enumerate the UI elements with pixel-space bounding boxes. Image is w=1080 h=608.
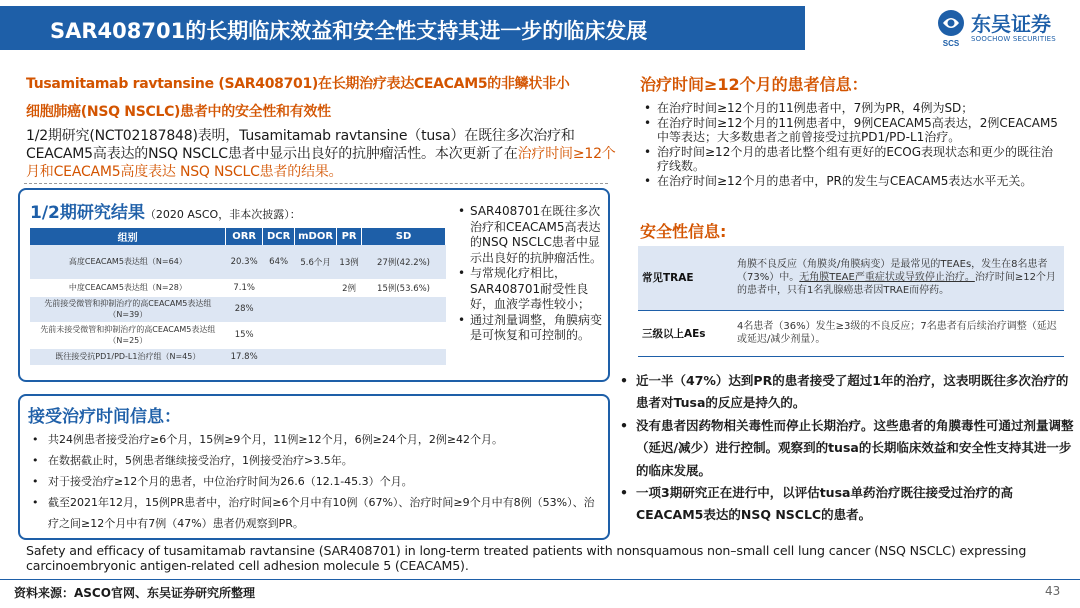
list-item: • 一项3期研究正在进行中，以评估tusa单药治疗既往接受过治疗的高CEACAM5表达的NSQ NSCLC的患者。 (614, 482, 1074, 527)
title-banner (0, 6, 805, 50)
table-cell-pr: 2例 (337, 279, 362, 296)
table-cell-mdor (295, 348, 337, 365)
table-header-pr: PR (337, 228, 362, 245)
table-cell-sd (362, 296, 446, 322)
brand-mark-text: SCS (942, 39, 960, 48)
footer-rule (0, 579, 1080, 580)
table-cell-dcr (263, 296, 295, 322)
table-cell-group: 先前接受微管和抑制治疗的高CEACAM5表达组（N=39） (30, 296, 226, 322)
safety-key: 常见TRAE (638, 246, 733, 310)
safety-value (733, 246, 1064, 310)
phase12-results-table (30, 228, 446, 366)
table-cell-sd (362, 348, 446, 365)
safety-title: 安全性信息: (640, 222, 727, 241)
table-cell-mdor (295, 296, 337, 322)
intro-text: 1/2期研究(NCT02187848)表明，Tusamitamab ravtansine（tusa）在既往多次治疗和CEACAM5高表达的NSQ NSCLC患者中显示出良好的抗肿瘤活性。本次更新了在 (26, 128, 575, 162)
page-number: 43 (1045, 584, 1061, 598)
table-header-mdor: mDOR (295, 228, 337, 245)
table-cell-pr: 13例 (337, 245, 362, 279)
table-header-orr: ORR (226, 228, 263, 245)
list-item: • 在治疗时间≥12个月的患者中，PR的发生与CEACAM5表达水平无关。 (644, 174, 1064, 189)
table-cell-orr: 7.1% (226, 279, 263, 296)
page-title: SAR408701的长期临床效益和安全性支持其进一步的临床发展 (50, 19, 648, 43)
table-cell-dcr: 64% (263, 245, 295, 279)
list-item: • 对于接受治疗≥12个月的患者，中位治疗时间为26.6（12.1-45.3）个月。 (32, 471, 600, 492)
table-cell-group: 既往接受抗PD1/PD-L1治疗组（N=45） (30, 348, 226, 365)
list-item: • 在治疗时间≥12个月的11例患者中，7例为PR，4例为SD； (644, 101, 1064, 116)
list-item: • 在数据截止时，5例患者继续接受治疗，1例接受治疗>3.5年。 (32, 450, 600, 471)
table-cell-group: 高度CEACAM5表达组（N=64） (30, 245, 226, 279)
table-header-group: 组别 (30, 228, 226, 245)
table-cell-mdor (295, 322, 337, 348)
intro-highlight: 治疗时间≥12个月和CEACAM5高度表达 NSQ NSCLC患者的结果。 (26, 146, 616, 180)
table-cell-orr: 15% (226, 322, 263, 348)
phase12-title (30, 198, 301, 223)
list-item: • 在治疗时间≥12个月的11例患者中，9例CEACAM5高表达，2例CEACAM5中等表达；大多数患者之前曾接受过抗PD1/PD-L1治疗。 (644, 116, 1064, 145)
phase12-bullets (458, 204, 608, 344)
safety-value-underlined: 无角膜TEAE严重症状或导致停止治疗。 (799, 272, 975, 284)
table-row (30, 279, 446, 296)
table-cell-pr (337, 296, 362, 322)
table-cell-group: 中度CEACAM5表达组（N=28） (30, 279, 226, 296)
table-row (638, 246, 1064, 310)
brand-logo (935, 6, 1075, 50)
treatment-duration-panel (18, 394, 610, 540)
table-cell-orr: 28% (226, 296, 263, 322)
table-cell-mdor (295, 279, 337, 296)
phase12-results-panel (18, 188, 610, 382)
table-row (30, 245, 446, 279)
table-cell-group: 先前未接受微管和抑制治疗的高CEACAM5表达组（N=25） (30, 322, 226, 348)
list-item: • SAR408701在既往多次治疗和CEACAM5高表达的NSQ NSCLC患者中显示出良好的抗肿瘤活性。 (458, 204, 608, 266)
safety-table (638, 246, 1064, 357)
list-item: • 治疗时间≥12个月的患者比整个组有更好的ECOG表现状态和更少的既往治疗线数。 (644, 145, 1064, 174)
conclusions-list (614, 370, 1074, 527)
list-item: • 与常规化疗相比，SAR408701耐受性良好，血液学毒性较小； (458, 266, 608, 313)
brand-name-english: SOOCHOW SECURITIES (971, 35, 1056, 43)
table-cell-orr: 20.3% (226, 245, 263, 279)
safety-value-text-2: 治疗时间≥12个月的患者中，只有1名乳腺癌患者因TRAE而停药。 (737, 272, 1056, 297)
left-headline-line-1: Tusamitamab ravtansine (SAR408701)在长期治疗表达CEACAM5的非鳞状非小 (26, 76, 570, 92)
list-item: • 共24例患者接受治疗≥6个月，15例≥9个月，11例≥12个月，6例≥24个月，2例≥42个月。 (32, 429, 600, 450)
table-cell-dcr (263, 348, 295, 365)
phase12-subheading: （2020 ASCO，非本次披露）： (144, 208, 301, 221)
duration-list (32, 429, 600, 534)
header-bar (0, 0, 1080, 52)
table-cell-sd (362, 322, 446, 348)
table-cell-pr (337, 348, 362, 365)
table-cell-pr (337, 322, 362, 348)
table-row (30, 296, 446, 322)
table-cell-sd: 15例(53.6%) (362, 279, 446, 296)
phase12-heading: 1/2期研究结果 (30, 203, 145, 223)
divider (24, 183, 608, 184)
brand-name: 东吴证券 (971, 12, 1051, 36)
table-cell-dcr (263, 279, 295, 296)
source-note: 资料来源：ASCO官网、东吴证券研究所整理 (14, 586, 255, 600)
table-header-dcr: DCR (263, 228, 295, 245)
table-row (30, 348, 446, 365)
table-cell-dcr (263, 322, 295, 348)
safety-value: 4名患者（36%）发生≥3级的不良反应；7名患者有后续治疗调整（延迟或延迟/减少剂量）。 (733, 310, 1064, 356)
table-header-row (30, 228, 446, 245)
list-item: • 通过剂量调整，角膜病变是可恢复和可控制的。 (458, 313, 608, 344)
table-header-sd: SD (362, 228, 446, 245)
list-item: • 没有患者因药物相关毒性而停止长期治疗。这些患者的角膜毒性可通过剂量调整（延迟/减少）进行控制。观察到的tusa的长期临床效益和安全性支持其进一步的临床发展。 (614, 415, 1074, 482)
table-cell-sd: 27例(42.2%) (362, 245, 446, 279)
duration-title: 接受治疗时间信息： (28, 407, 181, 427)
table-row (638, 310, 1064, 356)
left-headline (26, 70, 616, 126)
safety-key: 三级以上AEs (638, 310, 733, 356)
patients-info-title: 治疗时间≥12个月的患者信息： (640, 75, 868, 94)
list-item: • 近一半（47%）达到PR的患者接受了超过1年的治疗，这表明既往多次治疗的患者对Tusa的反应是持久的。 (614, 370, 1074, 415)
list-item: • 截至2021年12月，15例PR患者中，治疗时间≥6个月中有10例（67%）、治疗时间≥9个月中有8例（53%）、治疗之间≥12个月中有7例（47%）患者仍观察到PR。 (32, 492, 600, 534)
intro-paragraph (26, 127, 616, 181)
table-cell-mdor: 5.6个月 (295, 245, 337, 279)
table-row (30, 322, 446, 348)
left-headline-line-2: 细胞肺癌(NSQ NSCLC)患者中的安全性和有效性 (26, 104, 331, 120)
safety-value-text: 角膜不良反应（角膜炎/角膜病变）是最常见的TEAEs，发生在8名患者（73%）中。 (737, 258, 1048, 284)
brand-mark-icon (935, 8, 967, 48)
table-cell-orr: 17.8% (226, 348, 263, 365)
english-caption: Safety and efficacy of tusamitamab ravtansine (SAR408701) in long-term treated patients with nonsquamous non–small cell lung cancer (NSQ NSCLC) expressing carcinoembryonic antigen-related cell adhesion molecule 5 (CEACAM5). (26, 543, 1027, 573)
patients-info-list (644, 101, 1064, 189)
